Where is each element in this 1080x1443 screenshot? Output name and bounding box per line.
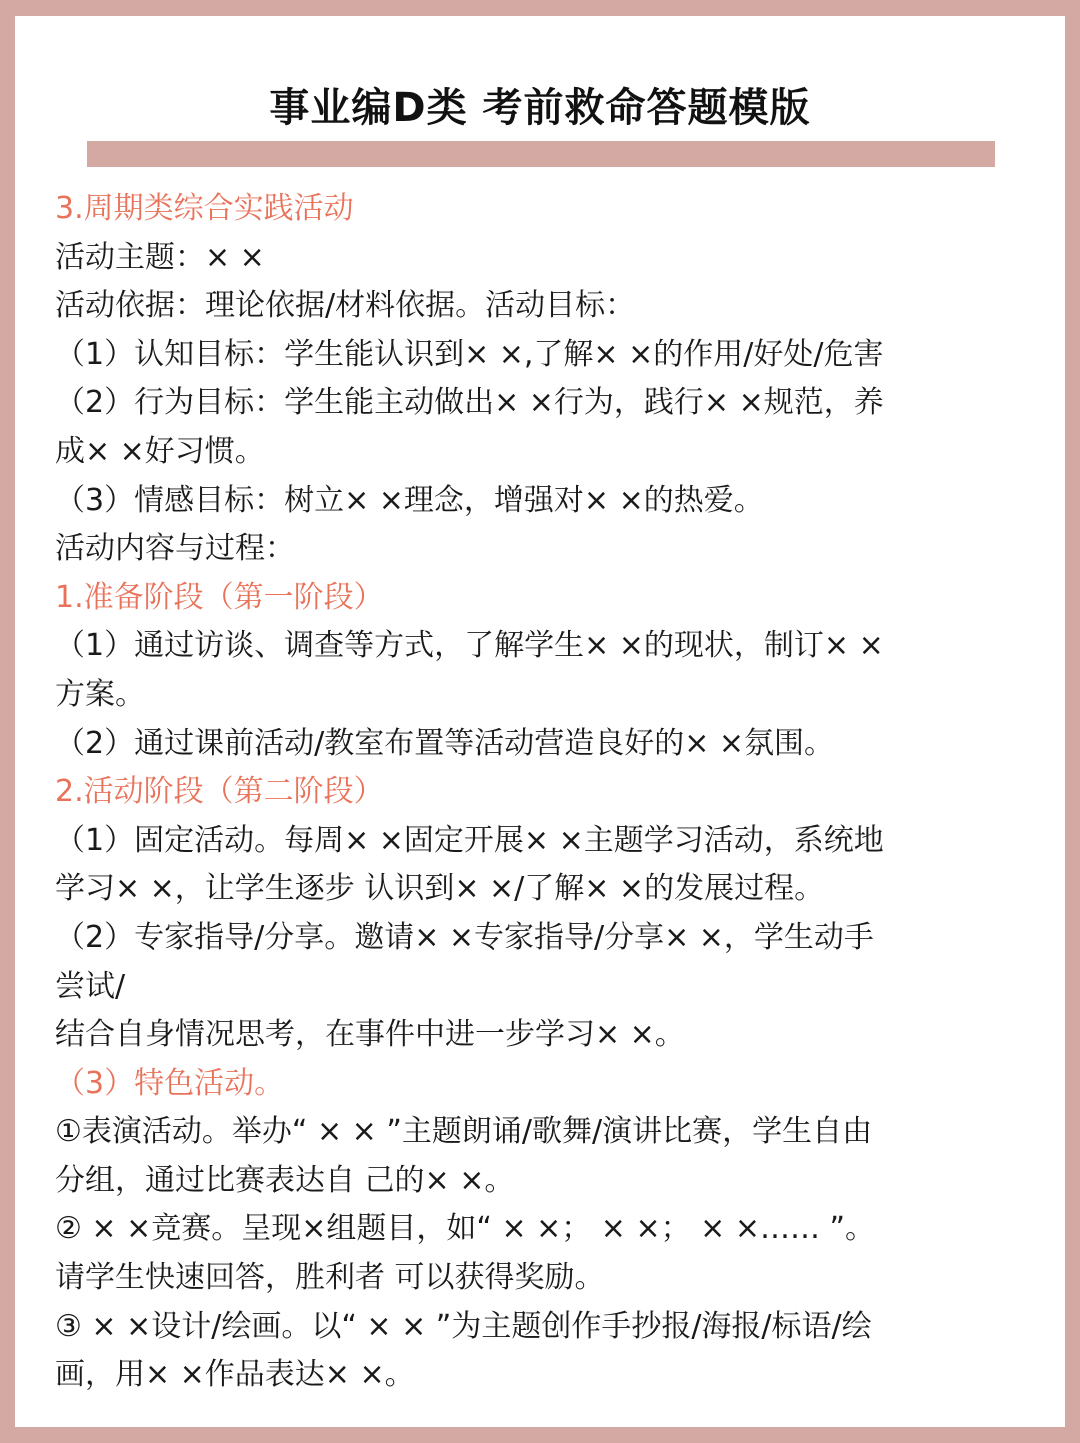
text-line: （1）固定活动。每周× ×固定开展× ×主题学习活动，系统地 <box>55 822 884 858</box>
text-line: 画，用× ×作品表达× ×。 <box>55 1357 415 1393</box>
text-line: （2）通过课前活动/教室布置等活动营造良好的× ×氛围。 <box>55 725 835 761</box>
text-line: 请学生快速回答，胜利者 可以获得奖励。 <box>55 1260 605 1296</box>
document-card <box>15 16 1065 1427</box>
text-line: 活动依据：理论依据/材料依据。活动目标： <box>55 288 636 324</box>
text-line: ①表演活动。举办“ × × ”主题朗诵/歌舞/演讲比赛，学生自由 <box>55 1114 873 1150</box>
text-line: 结合自身情况思考，在事件中进一步学习× ×。 <box>55 1017 685 1053</box>
text-line: 活动内容与过程： <box>55 531 295 567</box>
section-heading: 1.准备阶段（第一阶段） <box>55 579 384 615</box>
text-line: （1）认知目标：学生能认识到× ×,了解× ×的作用/好处/危害 <box>55 336 884 372</box>
section-heading: 3.周期类综合实践活动 <box>55 191 354 226</box>
section-heading: （3）特色活动。 <box>55 1065 285 1101</box>
text-line: ② × ×竞赛。呈现×组题目，如“ × ×； × ×； × ×…… ”。 <box>55 1211 876 1247</box>
text-line: 成× ×好习惯。 <box>55 433 265 469</box>
text-line: 活动主题：× × <box>55 239 265 275</box>
text-line: 学习× ×，让学生逐步 认识到× ×/了解× ×的发展过程。 <box>55 871 825 907</box>
page-title: 事业编D类 考前救命答题模版 <box>269 85 811 131</box>
document-body <box>55 185 1040 1400</box>
title-underline-bar <box>87 141 995 167</box>
text-line: 方案。 <box>55 676 145 712</box>
text-line: （3）情感目标：树立× ×理念，增强对× ×的热爱。 <box>55 482 764 518</box>
text-line: 尝试/ <box>55 968 126 1004</box>
text-line: （2）行为目标：学生能主动做出× ×行为，践行× ×规范，养 <box>55 385 884 421</box>
text-line: （1）通过访谈、调查等方式，了解学生× ×的现状，制订× × <box>55 628 884 664</box>
text-line: （2）专家指导/分享。邀请× ×专家指导/分享× ×，学生动手 <box>55 919 874 955</box>
text-line: 分组，通过比赛表达自 己的× ×。 <box>55 1162 515 1198</box>
section-heading: 2.活动阶段（第二阶段） <box>55 774 384 810</box>
text-line: ③ × ×设计/绘画。以“ × × ”为主题创作手抄报/海报/标语/绘 <box>55 1308 872 1344</box>
